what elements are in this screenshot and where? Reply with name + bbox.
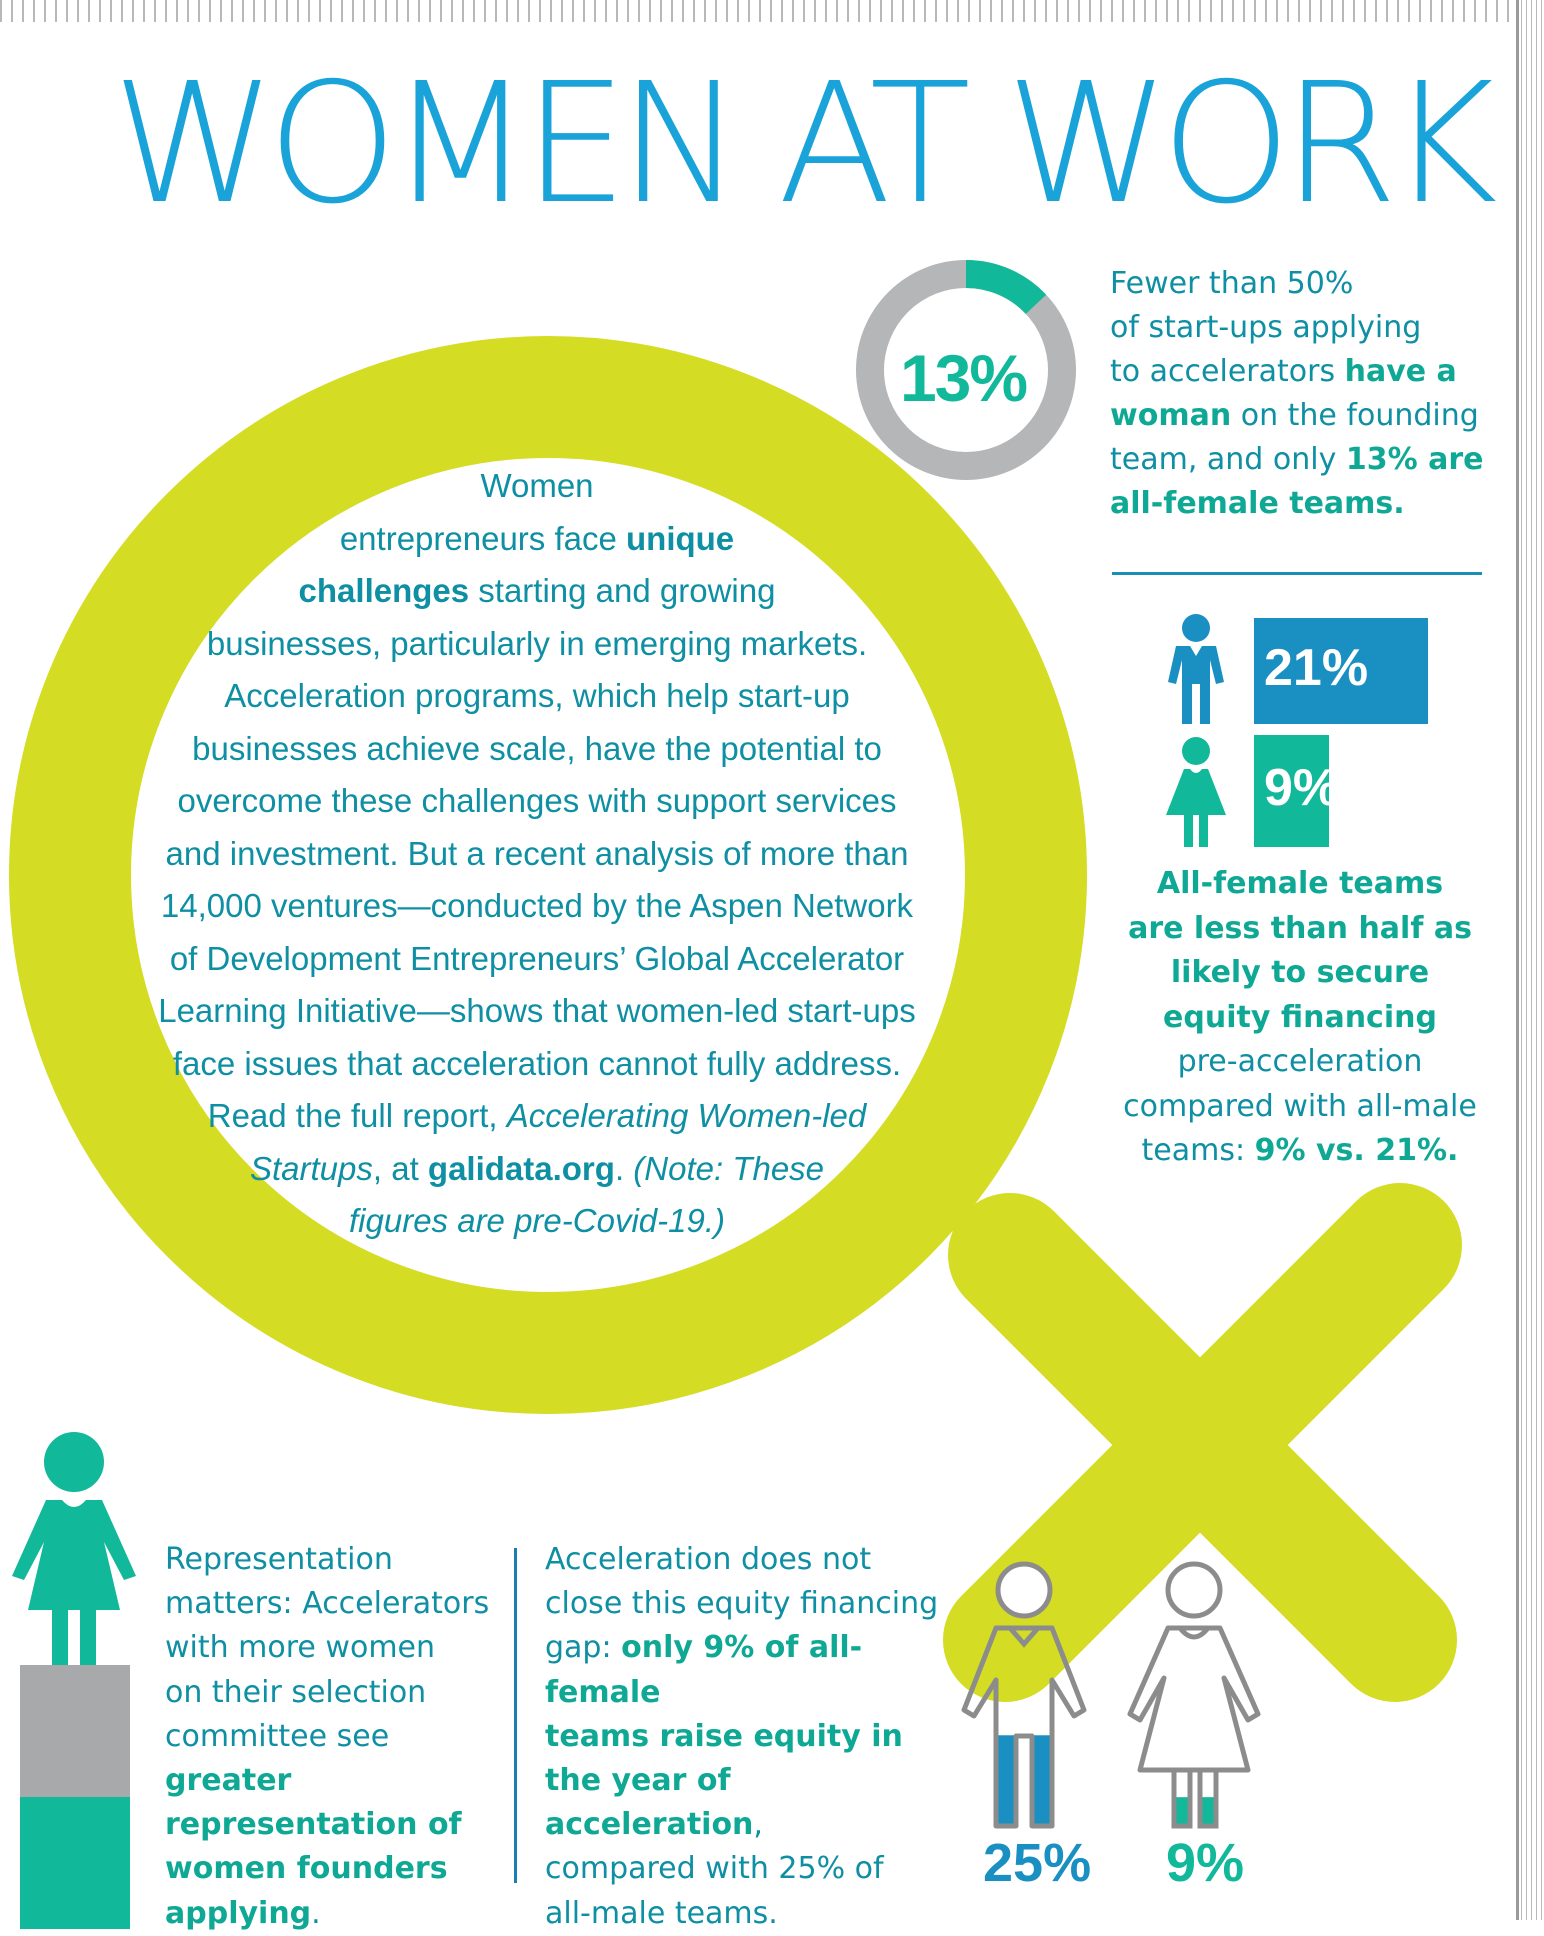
intro-note: (Note: These xyxy=(633,1149,825,1187)
intro-line xyxy=(120,513,954,566)
section-divider xyxy=(1112,572,1482,575)
equity-line: pre-acceleration xyxy=(1177,1044,1423,1079)
intro-line: 14,000 ventures—conducted by the Aspen Network xyxy=(160,887,914,924)
representation-block-teal xyxy=(20,1797,130,1929)
equity-text xyxy=(1100,862,1500,1174)
equity-bold: are less than half as xyxy=(1128,910,1472,946)
equity-bold: likely to secure xyxy=(1170,955,1430,990)
founding-line-4b: on the founding xyxy=(1231,398,1479,433)
equity-bold-2 xyxy=(1100,907,1500,952)
intro-line: Women xyxy=(480,467,594,504)
founding-team-text xyxy=(1110,262,1510,526)
intro-bold: challenges xyxy=(298,572,470,609)
equity-bold-4 xyxy=(1100,996,1500,1041)
rep-bold: representation of xyxy=(165,1807,462,1843)
acc-bold: the year of acceleration xyxy=(545,1763,754,1843)
rep-span: . xyxy=(311,1895,321,1931)
equity-span: teams: xyxy=(1141,1133,1255,1168)
acc-line xyxy=(545,1715,945,1759)
founding-line-3 xyxy=(1110,350,1510,394)
female-person-icon xyxy=(1160,735,1232,847)
intro-line: of Development Entrepreneurs’ Global Accelerator xyxy=(169,939,905,977)
founding-line-5b: 13% are xyxy=(1345,442,1484,477)
rep-line xyxy=(165,1803,505,1847)
rep-line xyxy=(165,1847,505,1891)
male-outline-figure-icon xyxy=(948,1560,1100,1832)
intro-span: Read the full report, xyxy=(207,1097,507,1134)
intro-span: entrepreneurs face xyxy=(339,519,626,557)
founding-line-6b: all-female teams. xyxy=(1110,486,1405,521)
acc-line: all-male teams. xyxy=(545,1895,778,1931)
acc-line xyxy=(545,1759,945,1847)
equity-line-3 xyxy=(1100,1129,1500,1174)
acc-line: Acceleration does not xyxy=(545,1542,872,1577)
rep-line xyxy=(165,1892,505,1936)
intro-line xyxy=(120,1143,954,1196)
acc-span: gap: xyxy=(545,1630,622,1666)
representation-text xyxy=(165,1538,505,1936)
founding-line-5a: team, and only xyxy=(1110,442,1346,477)
founding-line-4a: woman xyxy=(1110,398,1232,433)
equity-bold: equity financing xyxy=(1163,999,1437,1035)
founding-line-5 xyxy=(1110,438,1510,482)
acc-bold: teams raise equity in xyxy=(545,1718,903,1754)
intro-span: starting and growing xyxy=(469,572,776,609)
equity-line: compared with all-male xyxy=(1123,1088,1477,1124)
equity-bold-3 xyxy=(1100,951,1500,996)
rep-line: Representation xyxy=(165,1542,393,1577)
intro-line: Learning Initiative—shows that women-led start-ups xyxy=(158,992,916,1029)
intro-line: businesses, particularly in emerging markets. xyxy=(206,624,868,662)
equity-bold: 9% vs. 21%. xyxy=(1254,1133,1459,1168)
founding-line-1: Fewer than 50% xyxy=(1110,266,1354,301)
rep-line: on their selection xyxy=(165,1674,427,1710)
donut-arc xyxy=(966,274,1036,304)
founding-line-2: of start-ups applying xyxy=(1110,310,1422,345)
intro-line xyxy=(120,1195,954,1248)
acc-line: close this equity financing xyxy=(545,1586,939,1622)
female-glass-percent: 9% xyxy=(1166,1833,1245,1893)
report-title: Accelerating Women-led xyxy=(506,1097,867,1134)
donut-value-label: 13% xyxy=(899,341,1027,415)
rep-bold: applying xyxy=(165,1895,312,1931)
acc-bold: only 9% of all-female xyxy=(545,1630,863,1710)
rep-span: committee see xyxy=(165,1718,390,1754)
rep-bold: greater xyxy=(165,1763,292,1799)
intro-line xyxy=(120,1090,954,1143)
equity-bold: All-female teams xyxy=(1156,866,1444,901)
equity-bold-1 xyxy=(1100,862,1500,907)
female-outline-figure-icon xyxy=(1118,1560,1270,1832)
intro-line: businesses achieve scale, have the potential to xyxy=(192,729,882,767)
intro-span: , at xyxy=(372,1149,428,1187)
page-title: WOMEN AT WORK xyxy=(112,48,1489,241)
intro-line: Acceleration programs, which help start-up xyxy=(224,677,850,714)
male-person-icon xyxy=(1160,612,1232,724)
founding-line-4 xyxy=(1110,394,1510,438)
intro-note: figures are pre-Covid-19.) xyxy=(349,1202,725,1239)
intro-line: face issues that acceleration cannot fully address. xyxy=(172,1044,902,1082)
acc-line xyxy=(545,1626,945,1714)
male-glass-percent: 25% xyxy=(983,1833,1092,1893)
rep-bold: women founders xyxy=(165,1851,448,1887)
intro-span: . xyxy=(614,1149,634,1187)
rep-line: with more women xyxy=(165,1630,436,1666)
galidata-link[interactable]: galidata.org xyxy=(427,1149,615,1187)
intro-line xyxy=(120,565,954,618)
female-equity-bar: 9% xyxy=(1254,735,1329,847)
founding-line-3a: to accelerators xyxy=(1110,354,1345,389)
founding-line-6 xyxy=(1110,482,1510,526)
report-title: Startups xyxy=(249,1149,373,1187)
intro-line: and investment. But a recent analysis of more than xyxy=(165,834,909,872)
rep-line: matters: Accelerators xyxy=(165,1586,490,1622)
representation-block-gray xyxy=(20,1665,130,1797)
acceleration-text xyxy=(545,1538,945,1936)
founding-line-3b: have a xyxy=(1344,354,1457,389)
intro-bold: unique xyxy=(626,519,735,557)
vertical-separator xyxy=(514,1548,517,1883)
rep-line xyxy=(165,1715,505,1803)
acc-line: compared with 25% of xyxy=(545,1851,884,1887)
woman-figure-icon xyxy=(8,1430,142,1666)
intro-line: overcome these challenges with support services xyxy=(177,782,897,819)
acc-span: , xyxy=(753,1807,763,1843)
male-equity-bar: 21% xyxy=(1254,618,1428,724)
intro-paragraph xyxy=(120,460,954,1248)
